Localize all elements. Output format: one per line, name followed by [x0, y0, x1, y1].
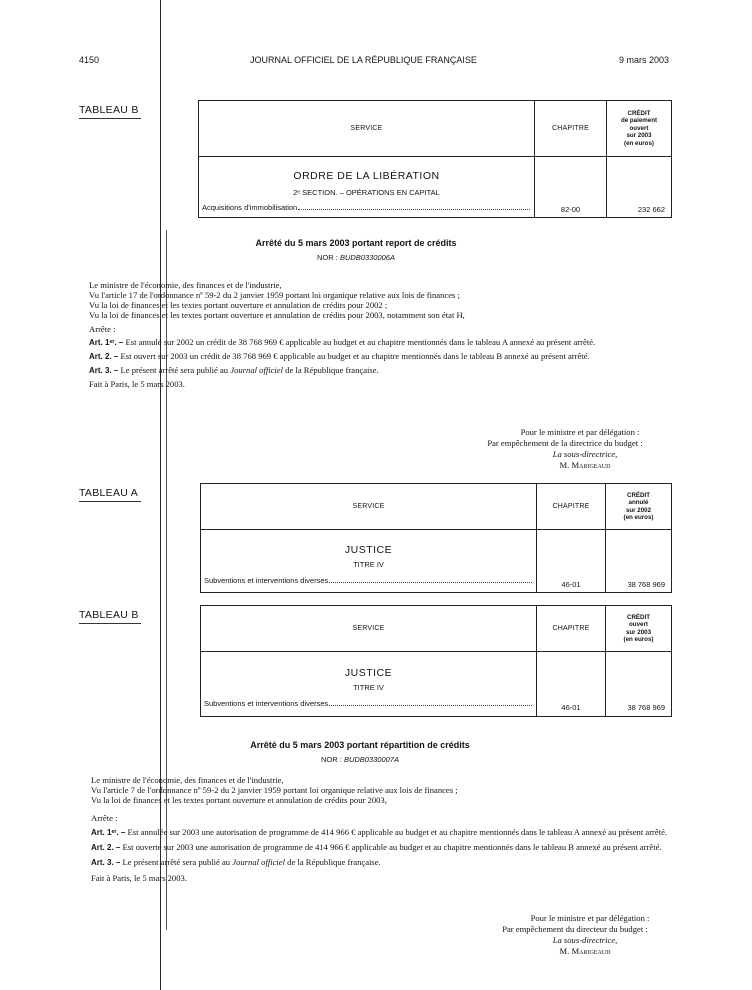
credit-header: CRÉDIT ouvert sur 2003 (en euros)	[606, 606, 672, 652]
tableau-label: TABLEAU A	[79, 487, 139, 499]
section-subtitle: 2ᵉ SECTION. – OPÉRATIONS EN CAPITAL	[293, 188, 440, 197]
article-3: Art. 3. – Le présent arrêté sera publié au Journal officiel de la République française.	[89, 365, 379, 375]
arrete-body: Le ministre de l'économie, des finances et de l'industrie, Vu l'article 17 de l'ordonnance nº 59-2 du 2 janvier 1959 portant loi organique relative aux lois de finances ; Vu la loi de finances et les textes portant ouverture et annulation de crédits pour 2002 ; Vu la loi de finances et les textes portant ouverture et annulation de crédits pour 2003, notamment son état H, Arrête : Art. 1ᵉʳ. – Est annulé sur 2002 un crédit de 38 768 969 € applicable au budget et au chapitre mentionnés dans le tableau A annexé au présent arrêté. Art. 2. – Est ouvert sur 2003 un crédit de 38 768 969 € applicable au budget et au chapitre mentionnés dans le tableau B annexé au présent arrêté. Art. 3. – Le présent arrêté sera publié au Journal officiel de la République française. Fait à Paris, le 5 mars 2003.	[80, 280, 675, 389]
arrete-word: Arrête :	[91, 813, 118, 823]
credits-table	[200, 483, 672, 593]
section-title: ORDRE DE LA LIBÉRATION	[293, 170, 440, 182]
row-label: Subventions et interventions diverses	[204, 576, 329, 585]
nor-reference: NOR : BUDB0330007A	[321, 755, 399, 764]
issue-date: 9 mars 2003	[619, 55, 670, 65]
arrete-title: Arrêté du 5 mars 2003 portant report de crédits	[255, 238, 457, 248]
service-cell	[201, 652, 537, 717]
tableau-label: TABLEAU B	[79, 104, 139, 116]
article-1: Art. 1ᵉʳ. – Est annulé sur 2002 un crédit de 38 768 969 € applicable au budget et au chapitre mentionnés dans le tableau A annexé au présent arrêté.	[89, 337, 596, 347]
section-title: JUSTICE	[344, 667, 393, 679]
chapitre-header: CHAPITRE	[535, 101, 607, 157]
row-amount: 38 768 969	[606, 652, 672, 717]
arrete-body: Le ministre de l'économie, des finances et de l'industrie, Vu l'article 7 de l'ordonnance nº 59-2 du 2 janvier 1959 portant loi organique relative aux lois de finances ; Vu la loi de finances et les textes portant ouverture et annulation de crédits pour 2003, Arrête : Art. 1ᵉʳ. – Est annulée sur 2003 une autorisation de programme de 414 966 € applicable au budget et au chapitre mentionnés dans le tableau A annexé au présent arrêté. Art. 2. – Est ouverte sur 2003 une autorisation de programme de 414 966 € applicable au budget et au chapitre mentionnés dans le tableau B annexé au présent arrêté. Art. 3. – Le présent arrêté sera publié au Journal officiel de la République française. Fait à Paris, le 5 mars 2003.	[82, 775, 676, 883]
nor-reference: NOR : BUDB0330006A	[317, 253, 395, 262]
page-number: 4150	[79, 55, 100, 65]
credits-table	[198, 100, 672, 218]
section-subtitle: TITRE IV	[353, 560, 384, 569]
fait-a-paris: Fait à Paris, le 5 mars 2003.	[91, 873, 187, 883]
tableau-label: TABLEAU B	[79, 609, 139, 621]
row-amount: 38 768 969	[606, 530, 672, 593]
article-2: Art. 2. – Est ouvert sur 2003 un crédit de 38 768 969 € applicable au budget et au chapitre mentionnés dans le tableau B annexé au présent arrêté.	[89, 351, 590, 361]
row-chapitre: 46-01	[537, 652, 606, 717]
service-header: SERVICE	[201, 484, 537, 530]
chapitre-header: CHAPITRE	[537, 606, 606, 652]
credit-header: CRÉDIT annulé sur 2002 (en euros)	[606, 484, 672, 530]
article-2: Art. 2. – Est ouverte sur 2003 une autorisation de programme de 414 966 € applicable au budget et au chapitre mentionnés dans le tableau B annexé au présent arrêté.	[91, 842, 662, 852]
signature-block: Pour le ministre et par délégation : Par empêchement de la directrice du budget : La sous-directrice, M. Marigeaud	[487, 427, 643, 470]
row-amount: 232 662	[607, 157, 672, 218]
arrete-title: Arrêté du 5 mars 2003 portant répartition de crédits	[250, 740, 470, 750]
arrete-word: Arrête :	[89, 324, 116, 334]
service-header: SERVICE	[201, 606, 537, 652]
section-subtitle: TITRE IV	[353, 683, 384, 692]
section-title: JUSTICE	[344, 544, 393, 556]
row-chapitre: 46-01	[537, 530, 606, 593]
row-chapitre: 82-00	[535, 157, 607, 218]
journal-title: JOURNAL OFFICIEL DE LA RÉPUBLIQUE FRANÇAISE	[250, 55, 477, 65]
service-cell	[199, 157, 535, 218]
article-1: Art. 1ᵉʳ. – Est annulée sur 2003 une autorisation de programme de 414 966 € applicable au budget et au chapitre mentionnés dans le tableau A annexé au présent arrêté.	[91, 827, 668, 837]
row-label: Acquisitions d'immobilisation	[202, 203, 298, 212]
signature-block: Pour le ministre et par délégation : Par empêchement du directeur du budget : La sous-directrice, M. Marigeaud	[502, 913, 650, 956]
row-label: Subventions et interventions diverses	[204, 699, 329, 708]
table-row	[201, 699, 536, 708]
table-row	[199, 203, 534, 212]
chapitre-header: CHAPITRE	[537, 484, 606, 530]
credit-header: CRÉDIT de paiement ouvert sur 2003 (en euros)	[607, 101, 672, 157]
table-row	[201, 576, 536, 585]
credits-table	[200, 605, 672, 717]
service-header: SERVICE	[199, 101, 535, 157]
article-3: Art. 3. – Le présent arrêté sera publié au Journal officiel de la République française.	[91, 857, 381, 867]
service-cell	[201, 530, 537, 593]
fait-a-paris: Fait à Paris, le 5 mars 2003.	[89, 379, 185, 389]
